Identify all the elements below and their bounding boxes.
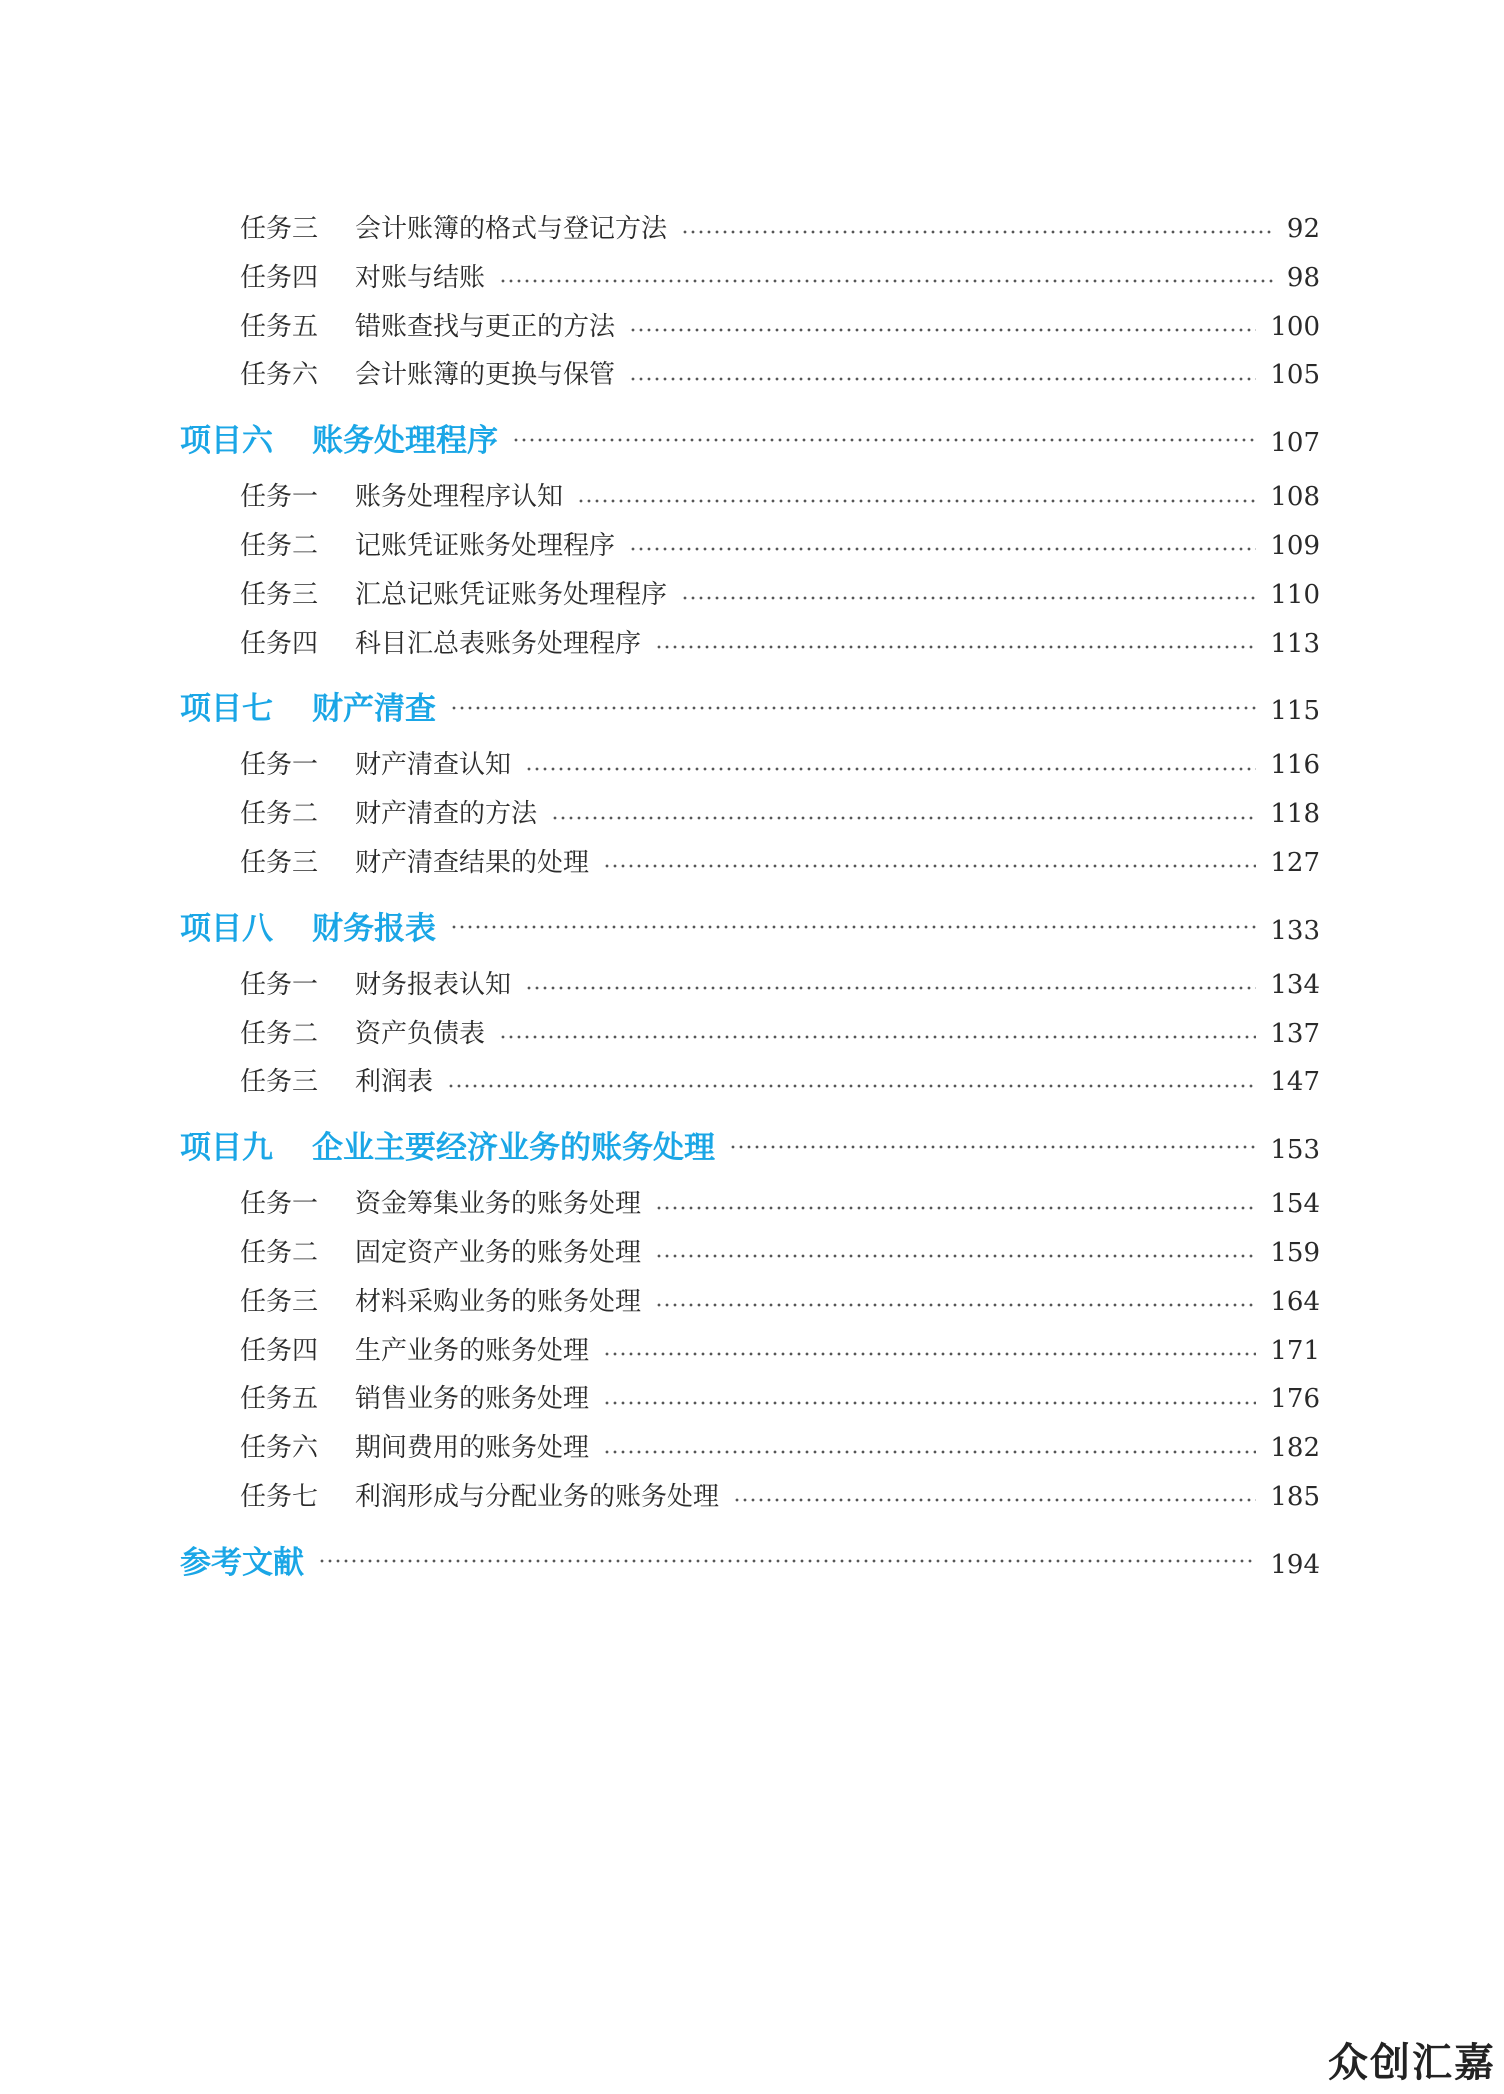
toc-task-entry[interactable] — [240, 476, 1320, 525]
page-number: 108 — [1270, 482, 1320, 513]
page-number: 116 — [1270, 750, 1320, 781]
dot-leader — [629, 547, 1256, 551]
toc-task-entry[interactable] — [240, 1427, 1320, 1476]
dot-leader — [318, 1559, 1256, 1563]
entry-title: 记账凭证账务处理程序 — [355, 530, 616, 561]
entry-title: 生产业务的账务处理 — [355, 1335, 590, 1366]
toc-task-entry[interactable] — [240, 1232, 1320, 1281]
page-number: 147 — [1270, 1067, 1320, 1098]
dot-leader — [499, 279, 1273, 283]
page-number: 92 — [1286, 214, 1320, 244]
entry-label: 任务三 — [240, 1067, 319, 1098]
dot-leader — [603, 1352, 1256, 1356]
toc-task-entry[interactable] — [240, 574, 1320, 623]
toc-task-entry[interactable] — [240, 623, 1320, 672]
entry-title: 科目汇总表账务处理程序 — [355, 628, 642, 659]
toc-task-entry[interactable] — [240, 525, 1320, 574]
dot-leader — [525, 986, 1256, 990]
toc-task-entry[interactable] — [240, 257, 1320, 306]
entry-title: 财务报表认知 — [355, 969, 512, 1000]
entry-label: 项目六 — [180, 423, 273, 460]
dot-leader — [450, 925, 1256, 929]
entry-title: 企业主要经济业务的账务处理 — [312, 1130, 715, 1167]
page-number: 98 — [1286, 262, 1320, 293]
toc-task-entry[interactable] — [240, 354, 1320, 403]
entry-label: 任务三 — [240, 214, 319, 244]
entry-label: 任务三 — [240, 847, 319, 878]
toc-project-entry[interactable] — [180, 415, 1320, 464]
dot-leader — [729, 1145, 1256, 1149]
page-number: 153 — [1270, 1135, 1320, 1166]
dot-leader — [603, 864, 1256, 868]
dot-leader — [603, 1450, 1256, 1454]
toc-project-entry[interactable] — [180, 683, 1320, 732]
dot-leader — [733, 1498, 1256, 1502]
page-number: 107 — [1270, 428, 1320, 459]
entry-title: 财产清查 — [312, 691, 436, 728]
entry-title: 财产清查结果的处理 — [355, 847, 590, 878]
toc-task-entry[interactable] — [240, 1061, 1320, 1110]
entry-title: 销售业务的账务处理 — [355, 1384, 590, 1415]
dot-leader — [681, 596, 1256, 600]
page-number: 115 — [1270, 696, 1320, 727]
page-number: 176 — [1270, 1384, 1320, 1415]
page-number: 133 — [1270, 915, 1320, 946]
entry-label: 任务三 — [240, 579, 319, 610]
dot-leader — [655, 1206, 1256, 1210]
page-number: 134 — [1270, 969, 1320, 1000]
entry-label: 任务二 — [240, 1018, 319, 1049]
dot-leader — [551, 816, 1256, 820]
page-number: 118 — [1270, 799, 1320, 830]
entry-title: 资金筹集业务的账务处理 — [355, 1189, 642, 1220]
entry-label: 任务一 — [240, 969, 319, 1000]
entry-title: 会计账簿的格式与登记方法 — [355, 214, 668, 244]
entry-label: 任务六 — [240, 1433, 319, 1464]
entry-label: 任务二 — [240, 1237, 319, 1268]
page-number: 171 — [1270, 1335, 1320, 1366]
dot-leader — [655, 645, 1256, 649]
entry-title: 财产清查认知 — [355, 750, 512, 781]
entry-label: 项目九 — [180, 1130, 273, 1167]
toc-task-entry[interactable] — [240, 842, 1320, 891]
page-number: 109 — [1270, 530, 1320, 561]
toc-task-entry[interactable] — [240, 1476, 1320, 1525]
dot-leader — [499, 1035, 1256, 1039]
dot-leader — [447, 1084, 1256, 1088]
dot-leader — [577, 499, 1256, 503]
entry-label: 任务四 — [240, 628, 319, 659]
toc-task-entry[interactable] — [240, 744, 1320, 793]
toc-task-entry[interactable] — [240, 1330, 1320, 1379]
page-number: 182 — [1270, 1433, 1320, 1464]
page-number: 100 — [1270, 311, 1320, 342]
dot-leader — [681, 230, 1273, 234]
entry-label: 项目七 — [180, 691, 273, 728]
entry-title: 利润形成与分配业务的账务处理 — [355, 1481, 720, 1512]
entry-label: 任务六 — [240, 360, 319, 391]
entry-title: 对账与结账 — [355, 262, 486, 293]
toc-task-entry[interactable] — [240, 1013, 1320, 1062]
dot-leader — [525, 767, 1256, 771]
entry-title: 利润表 — [355, 1067, 434, 1098]
toc-task-entry[interactable] — [240, 793, 1320, 842]
toc-task-entry[interactable] — [240, 964, 1320, 1013]
entry-title: 财产清查的方法 — [355, 799, 538, 830]
entry-label: 任务五 — [240, 1384, 319, 1415]
toc-task-entry[interactable] — [240, 208, 1320, 257]
entry-label: 任务四 — [240, 1335, 319, 1366]
entry-title: 汇总记账凭证账务处理程序 — [355, 579, 668, 610]
entry-title: 资产负债表 — [355, 1018, 486, 1049]
page-number: 154 — [1270, 1189, 1320, 1220]
entry-title: 错账查找与更正的方法 — [355, 311, 616, 342]
entry-title: 账务处理程序认知 — [355, 482, 564, 513]
page-number: 110 — [1270, 579, 1320, 610]
entry-label: 任务一 — [240, 750, 319, 781]
page-number: 159 — [1270, 1237, 1320, 1268]
page-number: 137 — [1270, 1018, 1320, 1049]
entry-title: 参考文献 — [180, 1544, 304, 1581]
entry-title: 材料采购业务的账务处理 — [355, 1286, 642, 1317]
toc-task-entry[interactable] — [240, 1378, 1320, 1427]
page-number: 113 — [1270, 628, 1320, 659]
toc-project-entry[interactable] — [180, 1122, 1320, 1171]
toc-task-entry[interactable] — [240, 1281, 1320, 1330]
entry-title: 期间费用的账务处理 — [355, 1433, 590, 1464]
dot-leader — [629, 377, 1256, 381]
entry-label: 任务五 — [240, 311, 319, 342]
entry-label: 任务三 — [240, 1286, 319, 1317]
toc-project-entry[interactable] — [180, 1537, 1320, 1586]
dot-leader — [450, 706, 1256, 710]
entry-label: 任务一 — [240, 482, 319, 513]
toc-task-entry[interactable] — [240, 306, 1320, 355]
entry-label: 任务二 — [240, 530, 319, 561]
watermark-logo: 众创汇嘉 — [1328, 2040, 1496, 2086]
dot-leader — [629, 328, 1256, 332]
dot-leader — [655, 1303, 1256, 1307]
page-number: 164 — [1270, 1286, 1320, 1317]
page-number: 194 — [1270, 1549, 1320, 1580]
toc-project-entry[interactable] — [180, 903, 1320, 952]
entry-label: 项目八 — [180, 910, 273, 947]
table-of-contents — [180, 208, 1320, 1598]
entry-label: 任务二 — [240, 799, 319, 830]
dot-leader — [603, 1401, 1256, 1405]
entry-title: 财务报表 — [312, 910, 436, 947]
entry-label: 任务一 — [240, 1189, 319, 1220]
entry-title: 会计账簿的更换与保管 — [355, 360, 616, 391]
dot-leader — [655, 1254, 1256, 1258]
dot-leader — [512, 438, 1256, 442]
entry-label: 任务四 — [240, 262, 319, 293]
page-number: 105 — [1270, 360, 1320, 391]
page-number: 127 — [1270, 847, 1320, 878]
entry-label: 任务七 — [240, 1481, 319, 1512]
entry-title: 固定资产业务的账务处理 — [355, 1237, 642, 1268]
page-number: 185 — [1270, 1481, 1320, 1512]
toc-task-entry[interactable] — [240, 1183, 1320, 1232]
entry-title: 账务处理程序 — [312, 423, 498, 460]
